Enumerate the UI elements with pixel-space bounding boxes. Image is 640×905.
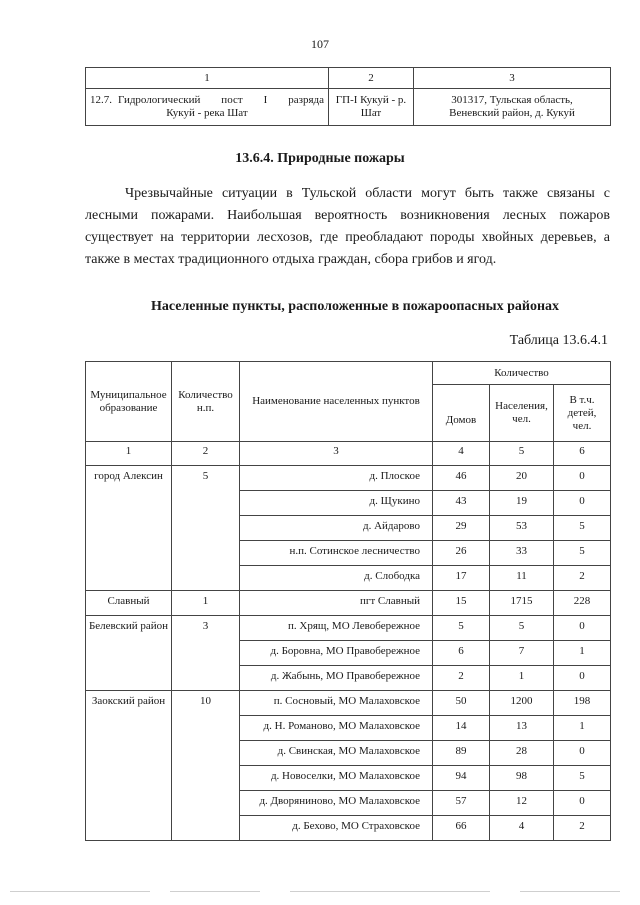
- row-number: 12.7.: [90, 94, 112, 106]
- header-cell: 2: [329, 68, 414, 89]
- mun-cell: Славный: [86, 591, 172, 616]
- header-count-np: Количество н.п.: [172, 362, 240, 442]
- place-name: д. Жабынь, МО Правобережное: [240, 666, 433, 691]
- houses-cell: 14: [433, 716, 490, 741]
- children-cell: 0: [554, 616, 611, 641]
- population-cell: 19: [490, 491, 554, 516]
- place-name: д. Бехово, МО Страховское: [240, 816, 433, 841]
- children-cell: 2: [554, 816, 611, 841]
- header-houses: Домов: [433, 385, 490, 442]
- place-name: д. Айдарово: [240, 516, 433, 541]
- population-cell: 13: [490, 716, 554, 741]
- place-name: д. Свинская, МО Малаховское: [240, 741, 433, 766]
- place-name: д. Плоское: [240, 466, 433, 491]
- population-cell: 1: [490, 666, 554, 691]
- post-name-cell: [86, 89, 329, 126]
- count-cell: 5: [172, 466, 240, 591]
- place-name: п. Сосновый, МО Малаховское: [240, 691, 433, 716]
- houses-cell: 17: [433, 566, 490, 591]
- houses-cell: 50: [433, 691, 490, 716]
- population-cell: 7: [490, 641, 554, 666]
- houses-cell: 6: [433, 641, 490, 666]
- place-name: н.п. Сотинское лесничество: [240, 541, 433, 566]
- children-cell: 0: [554, 466, 611, 491]
- settlements-table: [85, 361, 611, 841]
- address-cell: [414, 89, 611, 126]
- place-name: д. Боровна, МО Правобережное: [240, 641, 433, 666]
- children-cell: 0: [554, 666, 611, 691]
- mun-cell: город Алексин: [86, 466, 172, 591]
- population-cell: 4: [490, 816, 554, 841]
- population-cell: 1715: [490, 591, 554, 616]
- population-cell: 98: [490, 766, 554, 791]
- mun-cell: Заокский район: [86, 691, 172, 841]
- index-cell: 2: [172, 442, 240, 466]
- mun-cell: Белевский район: [86, 616, 172, 691]
- population-cell: 5: [490, 616, 554, 641]
- header-cell: 1: [86, 68, 329, 89]
- post-code-line2: Шат: [360, 107, 382, 119]
- population-cell: 53: [490, 516, 554, 541]
- index-cell: 6: [554, 442, 611, 466]
- post-name-line2: Кукуй - река Шат: [166, 107, 248, 119]
- post-code-line1: ГП-I Кукуй - р.: [335, 94, 407, 106]
- children-cell: 0: [554, 791, 611, 816]
- population-cell: 33: [490, 541, 554, 566]
- place-name: д. Слободка: [240, 566, 433, 591]
- count-cell: 10: [172, 691, 240, 841]
- place-name: д. Н. Романово, МО Малаховское: [240, 716, 433, 741]
- place-name: д. Щукино: [240, 491, 433, 516]
- houses-cell: 66: [433, 816, 490, 841]
- children-cell: 0: [554, 491, 611, 516]
- table-row: [86, 591, 611, 616]
- table-row: [86, 616, 611, 641]
- table-title: Населенные пункты, расположенные в пожароопасных районах: [150, 299, 560, 314]
- header-mun: Муниципальное образование: [86, 362, 172, 442]
- post-name-line1: Гидрологический пост I разряда: [118, 94, 324, 106]
- continuation-table: [85, 67, 611, 126]
- children-cell: 228: [554, 591, 611, 616]
- table-header-row: [86, 362, 611, 385]
- continuation-table-header: [86, 68, 611, 89]
- children-cell: 5: [554, 766, 611, 791]
- header-names: Наименование населенных пунктов: [240, 362, 433, 442]
- population-cell: 1200: [490, 691, 554, 716]
- table-row: [86, 89, 611, 126]
- population-cell: 28: [490, 741, 554, 766]
- houses-cell: 26: [433, 541, 490, 566]
- houses-cell: 46: [433, 466, 490, 491]
- table-row: [86, 466, 611, 491]
- header-cell: 3: [414, 68, 611, 89]
- body-paragraph: Чрезвычайные ситуации в Тульской области могут быть также связаны с лесными пожарами. Наибольшая вероятность возникновения лесных пожаров существует на территории лесхозов, где преобладают породы хвойных деревьев, а также в местах традиционного отдыха граждан, сбора грибов и ягод.: [85, 186, 610, 267]
- header-quantity: Количество: [433, 362, 611, 385]
- index-cell: 5: [490, 442, 554, 466]
- table-label: Таблица 13.6.4.1: [509, 333, 608, 348]
- children-cell: 1: [554, 641, 611, 666]
- address-line1: 301317, Тульская область,: [451, 94, 573, 106]
- children-cell: 5: [554, 541, 611, 566]
- scan-edge-artifact: [0, 889, 640, 894]
- houses-cell: 94: [433, 766, 490, 791]
- count-cell: 3: [172, 616, 240, 691]
- index-cell: 1: [86, 442, 172, 466]
- count-cell: 1: [172, 591, 240, 616]
- table-row: [86, 691, 611, 716]
- header-population: Населения, чел.: [490, 385, 554, 442]
- children-cell: 5: [554, 516, 611, 541]
- houses-cell: 89: [433, 741, 490, 766]
- index-cell: 3: [240, 442, 433, 466]
- page-number: 107: [311, 37, 329, 51]
- houses-cell: 57: [433, 791, 490, 816]
- address-line2: Веневский район, д. Кукуй: [449, 107, 575, 119]
- population-cell: 11: [490, 566, 554, 591]
- place-name: д. Новоселки, МО Малаховское: [240, 766, 433, 791]
- header-children: В т.ч. детей, чел.: [554, 385, 611, 442]
- houses-cell: 2: [433, 666, 490, 691]
- children-cell: 2: [554, 566, 611, 591]
- houses-cell: 5: [433, 616, 490, 641]
- place-name: п. Хрящ, МО Левобережное: [240, 616, 433, 641]
- children-cell: 198: [554, 691, 611, 716]
- post-code-cell: [329, 89, 414, 126]
- children-cell: 0: [554, 741, 611, 766]
- index-cell: 4: [433, 442, 490, 466]
- column-index-row: [86, 442, 611, 466]
- houses-cell: 15: [433, 591, 490, 616]
- children-cell: 1: [554, 716, 611, 741]
- houses-cell: 29: [433, 516, 490, 541]
- population-cell: 20: [490, 466, 554, 491]
- place-name: д. Дворяниново, МО Малаховское: [240, 791, 433, 816]
- population-cell: 12: [490, 791, 554, 816]
- place-name: пгт Славный: [240, 591, 433, 616]
- houses-cell: 43: [433, 491, 490, 516]
- section-title: 13.6.4. Природные пожары: [235, 151, 405, 166]
